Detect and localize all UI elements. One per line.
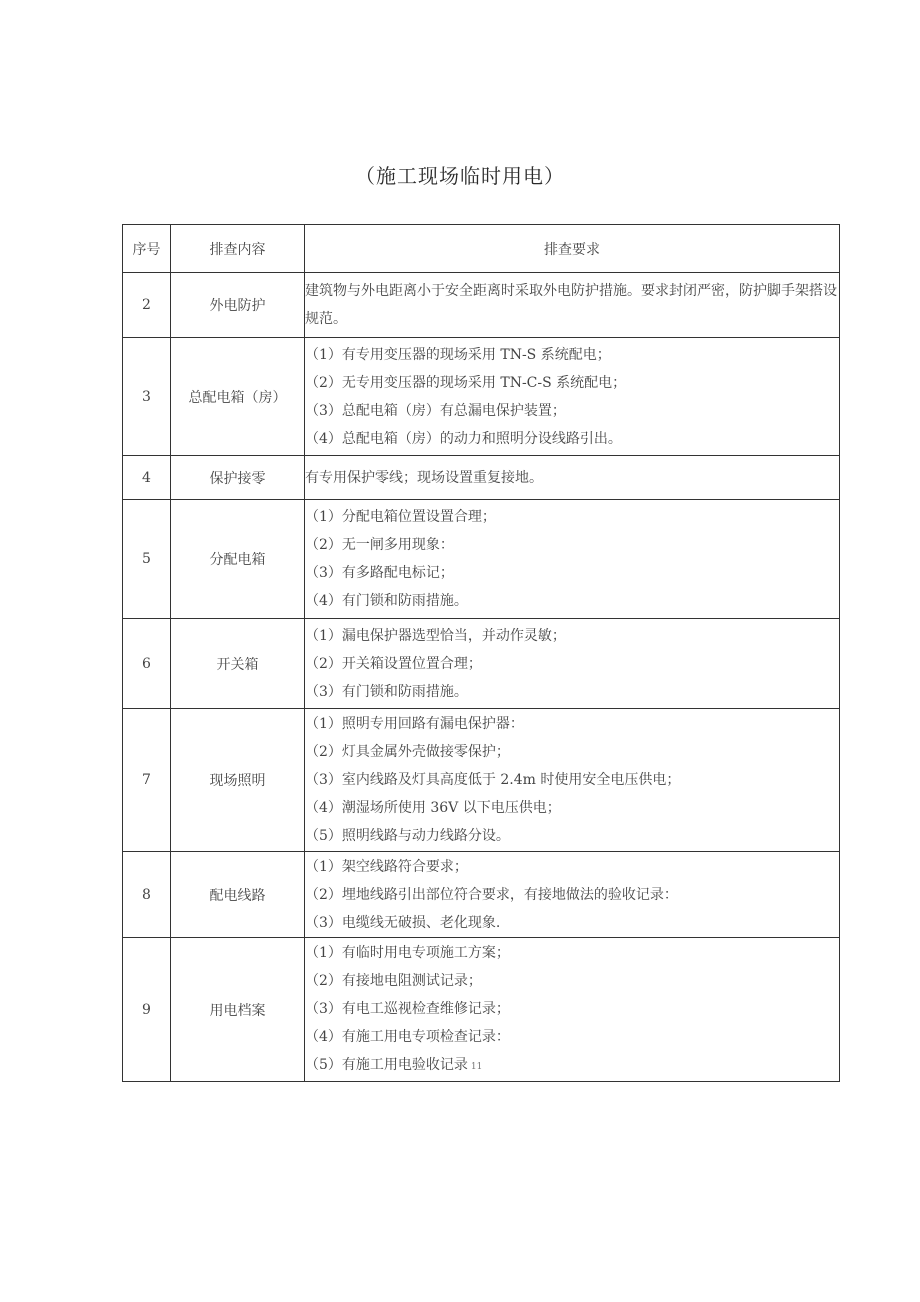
row-number: 2 [123,273,171,338]
requirement-line: （1）有临时用电专项施工方案； [305,944,510,961]
header-inspection-requirement: 排查要求 [305,225,840,273]
requirement-line: （3）总配电箱（房）有总漏电保护装置； [305,402,566,419]
requirement-line: （1）分配电箱位置设置合理； [305,509,496,525]
row-requirements [305,938,840,1082]
requirement-line: （1）有专用变压器的现场采用 TN-S 系统配电； [305,346,611,363]
requirement-line: （4）总配电箱（房）的动力和照明分设线路引出。 [305,430,622,447]
table-row [123,938,840,1082]
row-requirements [305,273,840,338]
row-item: 总配电箱（房） [171,338,305,456]
table-row [123,273,840,338]
requirement-line: （3）电缆线无破损、老化现象. [305,914,501,931]
inspection-table [122,224,840,1082]
table-row [123,456,840,500]
row-requirements [305,338,840,456]
header-inspection-content: 排查内容 [171,225,305,273]
row-requirements [305,456,840,500]
row-item: 外电防护 [171,273,305,338]
requirement-line: 建筑物与外电距离小于安全距离时采取外电防护措施。要求封闭严密，防护脚手架搭设规范。 [305,283,837,327]
row-requirements [305,619,840,709]
footnote-mark: 11 [470,1061,483,1072]
table-row [123,619,840,709]
document-title: （施工现场临时用电） [355,164,565,188]
requirement-line: （2）灯具金属外壳做接零保护； [305,744,510,760]
header-serial-number: 序号 [123,225,171,273]
row-requirements [305,852,840,938]
row-number: 8 [123,852,171,938]
requirement-line: （1）架空线路符合要求； [305,858,468,875]
table-row [123,709,840,852]
requirement-line: （2）开关箱设置位置合理； [305,655,482,672]
row-item: 开关箱 [171,619,305,709]
table-row [123,500,840,619]
requirement-line: （3）有电工巡视检查维修记录； [305,1000,510,1017]
row-item: 分配电箱 [171,500,305,619]
requirement-line: （2）无专用变压器的现场采用 TN-C-S 系统配电； [305,374,627,391]
row-requirements [305,709,840,852]
requirement-line: （3）室内线路及灯具高度低于 2.4m 时使用安全电压供电； [305,772,681,788]
table-header-row [123,225,840,273]
requirement-line: （2）有接地电阻测试记录； [305,972,482,989]
requirement-line: （4）潮湿场所使用 36V 以下电压供电； [305,800,561,816]
requirement-line: （1）漏电保护器选型恰当，并动作灵敏； [305,627,566,644]
requirement-line: （1）照明专用回路有漏电保护器： [305,716,524,732]
requirement-line: （3）有多路配电标记； [305,565,454,581]
requirement-line: （3）有门锁和防雨措施。 [305,683,468,700]
table-row [123,852,840,938]
row-number: 5 [123,500,171,619]
requirement-line [305,1051,839,1081]
table-row [123,338,840,456]
requirement-line: （2）无一闸多用现象： [305,537,454,553]
requirement-line: 有专用保护零线；现场设置重复接地。 [305,469,543,486]
row-number: 9 [123,938,171,1082]
row-item: 用电档案 [171,938,305,1082]
row-item: 保护接零 [171,456,305,500]
row-number: 3 [123,338,171,456]
requirement-line: （4）有施工用电专项检查记录： [305,1028,510,1045]
row-number: 7 [123,709,171,852]
row-number: 6 [123,619,171,709]
row-requirements [305,500,840,619]
row-item: 现场照明 [171,709,305,852]
requirement-line: （5）照明线路与动力线路分设。 [305,828,510,844]
requirement-line: （4）有门锁和防雨措施。 [305,593,468,609]
requirement-line: （2）埋地线路引出部位符合要求，有接地做法的验收记录： [305,886,678,903]
requirement-text: （5）有施工用电验收记录 [305,1056,468,1073]
row-item: 配电线路 [171,852,305,938]
row-number: 4 [123,456,171,500]
